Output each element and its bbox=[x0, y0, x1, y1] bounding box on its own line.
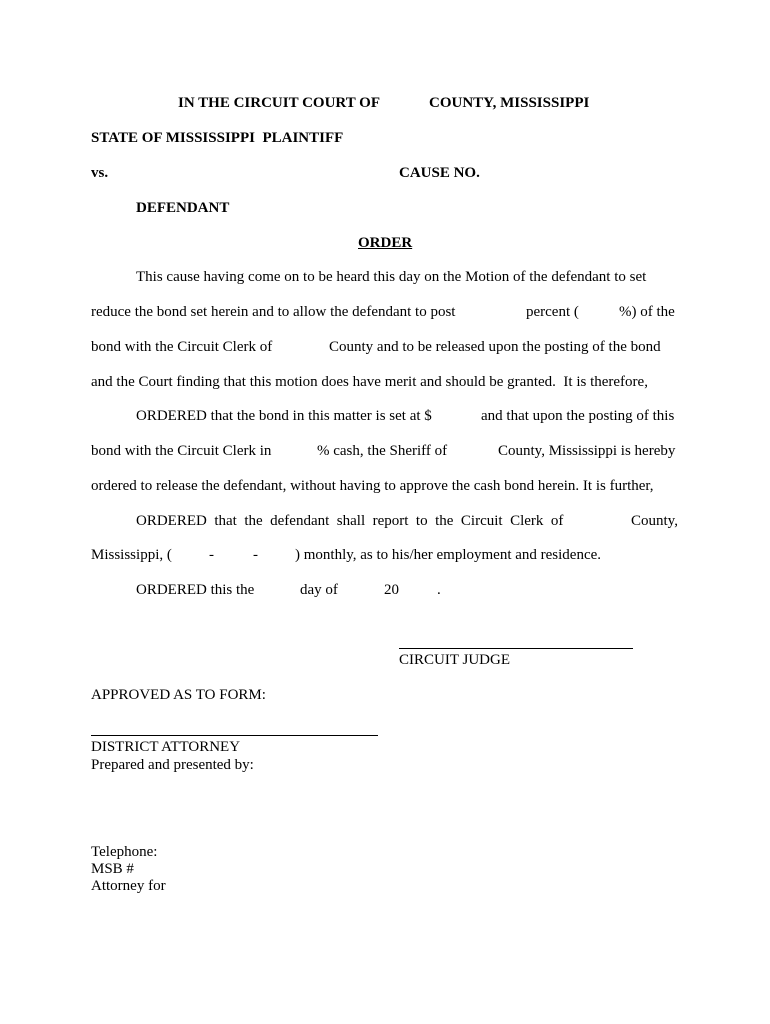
ordered-date-c: 20 bbox=[384, 582, 399, 598]
para1-line2-a: reduce the bond set herein and to allow the defendant to post bbox=[91, 304, 456, 320]
para2-line2-c: County, Mississippi is hereby bbox=[498, 443, 676, 459]
para3-line1-b: County, bbox=[631, 513, 678, 529]
telephone-label: Telephone: bbox=[91, 844, 158, 860]
para3-line2-dash2: - bbox=[253, 547, 258, 563]
plaintiff-line: STATE OF MISSISSIPPI PLAINTIFF bbox=[91, 130, 344, 146]
district-attorney-label: DISTRICT ATTORNEY bbox=[91, 739, 241, 755]
para1-line3-a: bond with the Circuit Clerk of bbox=[91, 339, 273, 355]
para1-line1: This cause having come on to be heard this day on the Motion of the defendant to set bbox=[136, 269, 647, 285]
ordered-date-b: day of bbox=[300, 582, 338, 598]
para2-line3: ordered to release the defendant, without having to approve the cash bond herein. It is further, bbox=[91, 478, 654, 494]
para2-line1-a: ORDERED that the bond in this matter is set at $ bbox=[136, 408, 432, 424]
attorney-for-label: Attorney for bbox=[91, 878, 166, 894]
para3-line2-d: ) monthly, as to his/her employment and residence. bbox=[295, 547, 602, 563]
para2-line2-b: % cash, the Sheriff of bbox=[317, 443, 448, 459]
versus-label: vs. bbox=[91, 165, 109, 181]
para2-line2-a: bond with the Circuit Clerk in bbox=[91, 443, 272, 459]
cause-number-label: CAUSE NO. bbox=[399, 165, 480, 181]
para2-line1-b: and that upon the posting of this bbox=[481, 408, 675, 424]
prepared-presented-label: Prepared and presented by: bbox=[91, 757, 254, 773]
court-heading-right: COUNTY, MISSISSIPPI bbox=[429, 95, 590, 111]
approved-as-to-form: APPROVED AS TO FORM: bbox=[91, 687, 266, 703]
ordered-date-d: . bbox=[437, 582, 441, 598]
para1-line4: and the Court finding that this motion does have merit and should be granted. It is therefore, bbox=[91, 374, 648, 390]
circuit-judge-label: CIRCUIT JUDGE bbox=[399, 652, 510, 668]
court-heading-left: IN THE CIRCUIT COURT OF bbox=[178, 95, 381, 111]
para1-line3-b: County and to be released upon the posting of the bond bbox=[329, 339, 661, 355]
para1-line2-b: percent ( bbox=[526, 304, 579, 320]
para3-line2-dash1: - bbox=[209, 547, 214, 563]
defendant-label: DEFENDANT bbox=[136, 200, 230, 216]
para1-line2-c: %) of the bbox=[619, 304, 675, 320]
msb-number-label: MSB # bbox=[91, 861, 134, 877]
para3-line2-a: Mississippi, ( bbox=[91, 547, 172, 563]
document-title: ORDER bbox=[358, 235, 413, 251]
judge-signature-line bbox=[399, 648, 633, 649]
para3-line1-a: ORDERED that the defendant shall report to the Circuit Clerk of bbox=[136, 513, 564, 529]
ordered-date-a: ORDERED this the bbox=[136, 582, 255, 598]
district-attorney-signature-line bbox=[91, 735, 378, 736]
